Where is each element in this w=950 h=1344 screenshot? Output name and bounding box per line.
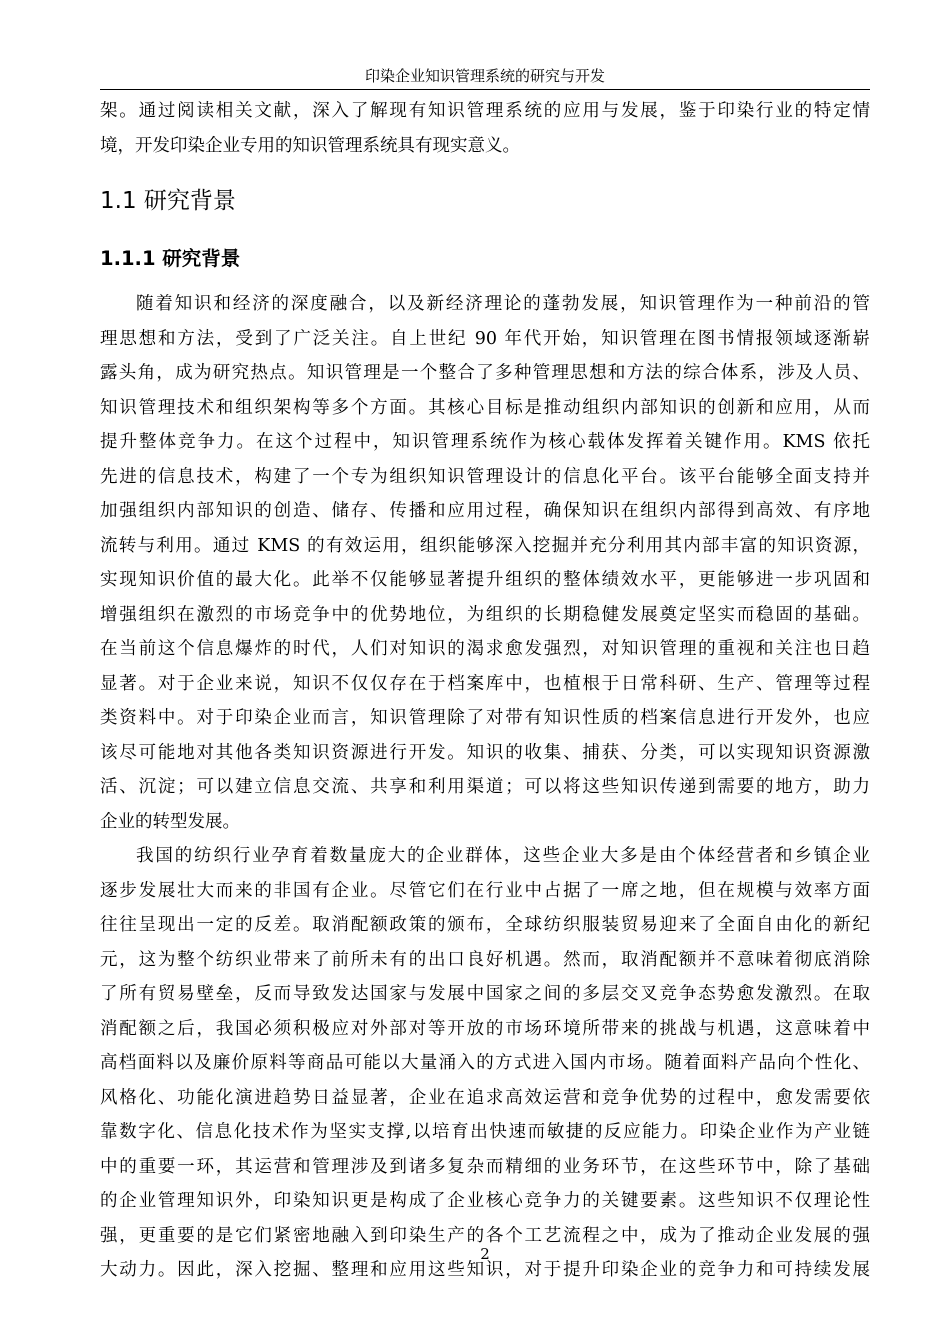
text-line: 知识管理技术和组织架构等多个方面。其核心目标是推动组织内部知识的创新和应用，从而 <box>100 397 870 418</box>
text-line: 消配额之后，我国必须积极应对外部对等开放的市场环境所带来的挑战与机遇，这意味着中 <box>100 1018 870 1039</box>
text-line: 企业的转型发展。 <box>100 811 240 832</box>
text-line: 类资料中。对于印染企业而言，知识管理除了对带有知识性质的档案信息进行开发外，也应 <box>100 708 870 728</box>
subsection-heading: 1.1.1 研究背景 <box>100 247 241 270</box>
text-line: 露头角，成为研究热点。知识管理是一个整合了多种管理思想和方法的综合体系，涉及人员、 <box>100 363 870 383</box>
text-line: 大动力。因此，深入挖掘、整理和应用这些知识，对于提升印染企业的竞争力和可持续发展 <box>100 1260 870 1280</box>
text-line: 强，更重要的是它们紧密地融入到印染生产的各个工艺流程之中，成为了推动企业发展的强 <box>100 1225 870 1246</box>
text-line: 架。通过阅读相关文献，深入了解现有知识管理系统的应用与发展，鉴于印染行业的特定情 <box>100 101 870 121</box>
text-line: 逐步发展壮大而来的非国有企业。尽管它们在行业中占据了一席之地，但在规模与效率方面 <box>100 880 870 901</box>
text-line: 实现知识价值的最大化。此举不仅能够显著提升组织的整体绩效水平，更能够进一步巩固和 <box>100 570 870 590</box>
page-number: 2 <box>480 1245 490 1263</box>
text-line: 境，开发印染企业专用的知识管理系统具有现实意义。 <box>100 135 520 156</box>
intro-paragraph <box>100 94 870 163</box>
running-header: 印染企业知识管理系统的研究与开发 <box>364 67 605 85</box>
text-line: 中的重要一环，其运营和管理涉及到诸多复杂而精细的业务环节，在这些环节中，除了基础 <box>100 1156 870 1177</box>
text-line: 随着知识和经济的深度融合，以及新经济理论的蓬勃发展，知识管理作为一种前沿的管 <box>136 294 870 314</box>
text-line: 在当前这个信息爆炸的时代，人们对知识的渴求愈发强烈，对知识管理的重视和关注也日趋 <box>100 639 870 659</box>
text-line: 的企业管理知识外，印染知识更是构成了企业核心竞争力的关键要素。这些知识不仅理论性 <box>100 1191 870 1211</box>
body-paragraph-1 <box>100 287 870 839</box>
text-line: 先进的信息技术，构建了一个专为组织知识管理设计的信息化平台。该平台能够全面支持并 <box>100 466 870 487</box>
text-line: 理思想和方法，受到了广泛关注。自上世纪 90 年代开始，知识管理在图书情报领域逐渐崭 <box>100 328 870 349</box>
text-line: 高档面料以及廉价原料等商品可能以大量涌入的方式进入国内市场。随着面料产品向个性化、 <box>100 1053 870 1073</box>
text-line: 增强组织在激烈的市场竞争中的优势地位，为组织的长期稳健发展奠定坚实而稳固的基础。 <box>100 604 870 625</box>
text-line: 往往呈现出一定的反差。取消配额政策的颁布，全球纺织服装贸易迎来了全面自由化的新纪 <box>100 915 870 935</box>
section-heading: 1.1 研究背景 <box>100 188 236 214</box>
text-line: 该尽可能地对其他各类知识资源进行开发。知识的收集、捕获、分类，可以实现知识资源激 <box>100 742 870 763</box>
text-line: 了所有贸易壁垒，反而导致发达国家与发展中国家之间的多层交叉竞争态势愈发激烈。在取 <box>100 984 870 1004</box>
text-line: 流转与利用。通过 KMS 的有效运用，组织能够深入挖掘并充分利用其内部丰富的知识资源， <box>100 535 870 556</box>
header-divider <box>100 89 870 90</box>
text-line: 元，这为整个纺织业带来了前所未有的出口良好机遇。然而，取消配额并不意味着彻底消除 <box>100 949 870 970</box>
text-line: 我国的纺织行业孕育着数量庞大的企业群体，这些企业大多是由个体经营者和乡镇企业 <box>136 846 870 866</box>
body-paragraph-2 <box>100 839 870 1288</box>
text-line: 加强组织内部知识的创造、储存、传播和应用过程，确保知识在组织内部得到高效、有序地 <box>100 501 870 521</box>
text-line: 活、沉淀；可以建立信息交流、共享和利用渠道；可以将这些知识传递到需要的地方，助力 <box>100 777 870 797</box>
text-line: 提升整体竞争力。在这个过程中，知识管理系统作为核心载体发挥着关键作用。KMS 依托 <box>100 432 870 452</box>
text-line: 显著。对于企业来说，知识不仅仅存在于档案库中，也植根于日常科研、生产、管理等过程 <box>100 673 870 694</box>
text-line: 靠数字化、信息化技术作为坚实支撑,以培育出快速而敏捷的反应能力。印染企业作为产业链 <box>100 1122 870 1142</box>
text-line: 风格化、功能化演进趋势日益显著，企业在追求高效运营和竞争优势的过程中，愈发需要依 <box>100 1087 870 1108</box>
